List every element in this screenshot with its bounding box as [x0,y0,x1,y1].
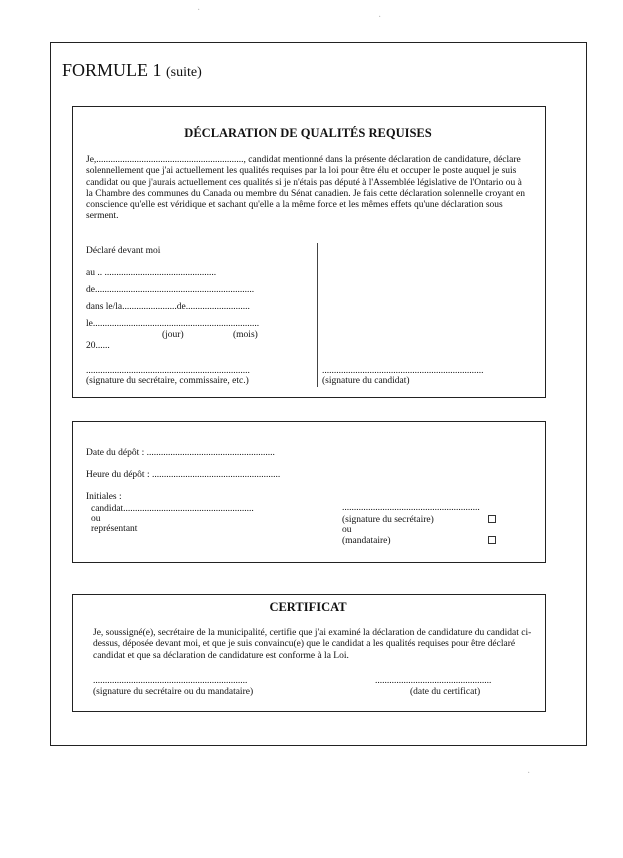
secretary-signature-label: (signature du secrétaire, commissaire, etc.) [86,376,249,386]
filing-section [72,421,546,563]
field-dans[interactable]: dans le/la.......................de........................... [86,302,250,312]
declaration-paragraph: Je,.............................................................., candidat mentionné dans la présente déclaration de candidature, déclare solennellement que j'ai actuellement les qualités requises par la loi pour être élu et occuper le poste auquel je suis candidat ou que j'aurais actuellement ces qualités si je n'étais pas député à l'Assemblée législative de l'Ontario ou à la Chambre des communes du Canada ou membre du Sénat canadien. Je fais cette déclaration solennelle croyant en conscience qu'elle est véridique et sachant qu'elle a la même force et les mêmes effets qu'une déclaration sous serment. [86,155,525,222]
mandataire-checkbox[interactable] [488,536,496,544]
field-year[interactable]: 20...... [86,341,110,351]
form-title-suffix: (suite) [166,65,202,80]
candidate-signature-label: (signature du candidat) [322,376,410,386]
certificate-date-label: (date du certificat) [410,687,481,697]
field-heure-depot[interactable]: Heure du dépôt : ...................................................... [86,470,281,480]
certificate-date-line[interactable]: ................................................. [375,676,492,686]
label-mois: (mois) [233,330,258,340]
or-label-1: ou [91,514,101,524]
secretary-signature-line[interactable]: ..................................................................... [86,366,250,376]
field-date-depot[interactable]: Date du dépôt : ...................................................... [86,448,275,458]
certificate-heading: CERTIFICAT [269,600,347,614]
form-title-main: FORMULE 1 [62,60,162,80]
certificate-signature-label: (signature du secrétaire ou du mandataire) [93,687,254,697]
label-jour: (jour) [162,330,184,340]
initiales-label: Initiales : [86,492,122,502]
certificate-paragraph: Je, soussigné(e), secrétaire de la municipalité, certifie que j'ai examiné la déclaration de candidature du candidat ci-dessus, déposée devant moi, et que je suis convaincu(e) que le candidat a les qualités requises pour être déclaré candidat et que sa déclaration de candidature est conforme à la Loi. [93,628,532,661]
declared-before-label: Déclaré devant moi [86,246,161,256]
representant-label: représentant [91,524,138,534]
certificate-signature-line[interactable]: ................................................................. [93,676,248,686]
secretary-checkbox[interactable] [488,515,496,523]
scan-speck: · [378,12,382,23]
secretary-signature-option: (signature du secrétaire) [342,515,434,525]
declaration-heading: DÉCLARATION DE QUALITÉS REQUISES [184,126,432,140]
or-label-2: ou [342,525,352,535]
scan-speck: · [197,5,201,16]
field-candidat[interactable]: candidat....................................................... [91,504,254,514]
candidate-signature-line[interactable]: .................................................................... [322,366,484,376]
field-au[interactable]: au .. ............................................... [86,268,217,278]
form-title [62,60,202,81]
filing-signature-line[interactable]: .......................................................... [342,503,480,513]
scan-speck: · [527,768,531,779]
field-le[interactable]: le...................................................................... [86,319,260,329]
mandataire-option: (mandataire) [342,536,391,546]
field-de[interactable]: de................................................................... [86,285,255,295]
column-divider [317,243,318,387]
